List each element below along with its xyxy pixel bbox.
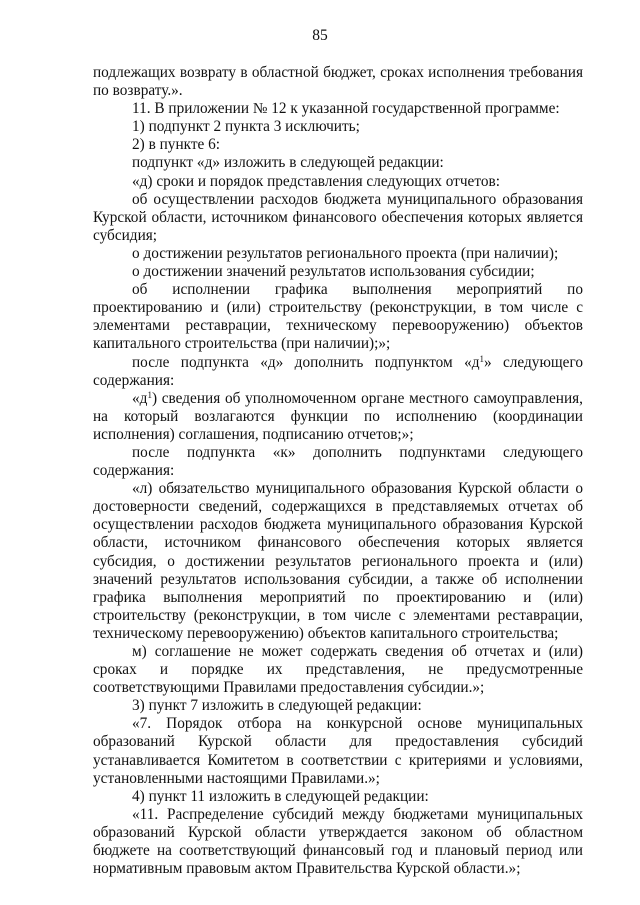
paragraph: «д) сроки и порядок представления следующих отчетов: <box>132 172 500 190</box>
superscript: 1 <box>479 353 484 364</box>
paragraph-text: ) сведения об уполномоченном органе местного самоуправления, на который возлагаются функции по исполнению (координации исполнения) соглашения, подписанию отчетов;»; <box>93 389 583 443</box>
paragraph: об осуществлении расходов бюджета муниципального образования Курской области, источником финансового обеспечения которых является субсидия; <box>93 190 583 244</box>
paragraph: о достижении результатов регионального проекта (при наличии); <box>132 244 559 262</box>
paragraph-text: » следующего содержания: <box>93 353 583 389</box>
paragraph-text: после подпункта «д» дополнить подпунктом «д <box>132 353 480 371</box>
paragraph: о достижении значений результатов использования субсидии; <box>132 263 535 281</box>
paragraph <box>93 390 583 444</box>
paragraph <box>93 354 583 390</box>
paragraph: 4) пункт 11 изложить в следующей редакции: <box>132 787 429 805</box>
paragraph: об исполнении графика выполнения мероприятий по проектированию и (или) строительству (реконструкции, в том числе с элементами реставрации, техническому перевооружению) объектов капитального строительства (при наличии);»; <box>93 281 583 353</box>
paragraph: подпункт «д» изложить в следующей редакции: <box>132 154 444 172</box>
paragraph: подлежащих возврату в областной бюджет, сроках исполнения требования по возврату.». <box>93 64 583 100</box>
document-body <box>93 64 583 878</box>
paragraph: 1) подпункт 2 пункта 3 исключить; <box>132 118 360 136</box>
paragraph: «л) обязательство муниципального образования Курской области о достоверности сведений, содержащихся в представляемых отчетах об осуществлении расходов бюджета муниципального образования Курской области, источником финансового обеспечения которых является субсидия, о достижении результатов регионального проекта и (или) значений результатов использования субсидии, а также об исполнении графика выполнения мероприятий по проектированию и (или) строительству (реконструкции, в том числе с элементами реставрации, техническому перевооружению) объектов капитального строительства; <box>93 480 583 642</box>
paragraph: после подпункта «к» дополнить подпунктами следующего содержания: <box>93 443 583 480</box>
superscript: 1 <box>147 389 152 400</box>
paragraph: «11. Распределение субсидий между бюджетами муниципальных образований Курской области утверждается законом об областном бюджете на соответствующий финансовый год и плановый период или нормативным правовым актом Правительства Курской области.»; <box>93 805 583 878</box>
paragraph: 3) пункт 7 изложить в следующей редакции: <box>132 697 422 715</box>
paragraph: м) соглашение не может содержать сведения об отчетах и (или) сроках и порядке их представления, не предусмотренные соответствующими Правилами предоставления субсидии.»; <box>93 643 583 697</box>
page-number: 85 <box>312 27 328 44</box>
paragraph: 11. В приложении № 12 к указанной государственной программе: <box>132 100 560 118</box>
paragraph: 2) в пункте 6: <box>132 136 221 154</box>
paragraph-text: «д <box>132 389 148 407</box>
paragraph: «7. Порядок отбора на конкурсной основе муниципальных образований Курской области для предоставления субсидий устанавливается Комитетом в соответствии с критериями и условиями, установленными настоящими Правилами.»; <box>93 715 583 787</box>
